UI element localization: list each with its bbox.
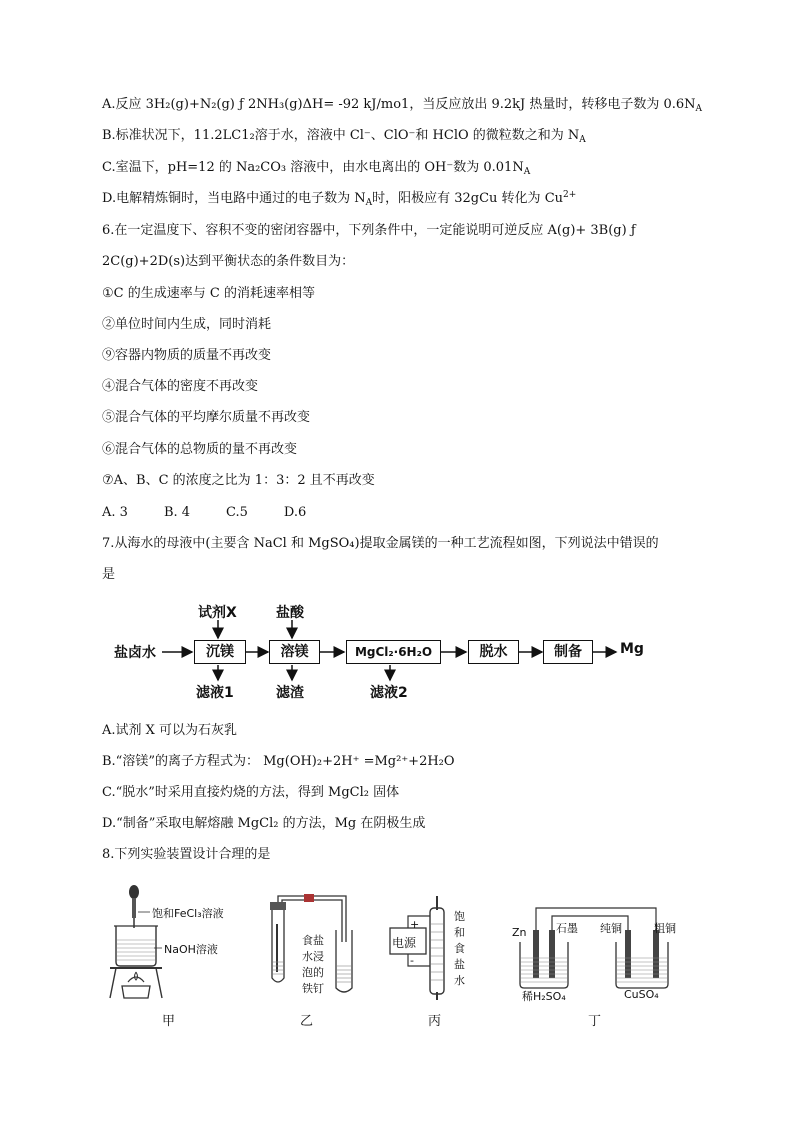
q6-item: ④混合气体的密度不再改变 [102, 379, 259, 394]
q8-stem: 8.下列实验装置设计合理的是 [102, 847, 271, 862]
q6-option-a: A. 3 [102, 505, 128, 520]
process-flowchart [100, 598, 660, 706]
q6-item: ②单位时间内生成，同时消耗 [102, 317, 272, 332]
q5-option-c: C.室温下，pH=12 的 Na₂CO₃ 溶液中，由水电离出的 OH⁻数为 $0.01N_A$ [102, 160, 531, 177]
q5-option-b: B.标准状况下，11.2LC1₂溶于水，溶液中 Cl⁻、ClO⁻和 HClO 的微粒数之和为 $N_A$ [102, 128, 586, 145]
flow-box-precipitate: 沉镁 [194, 640, 246, 664]
q6-stem-line2: 2C(g)+2D(s)达到平衡状态的条件数目为： [102, 254, 355, 269]
q7-stem-line2: 是 [102, 567, 116, 582]
label-bing-2: 和 [454, 926, 465, 939]
label-crude-copper: 粗铜 [654, 922, 676, 935]
q6-stem-line1: 6.在一定温度下、容积不变的密闭容器中，下列条件中，一定能说明可逆反应 A(g)+ 3B(g) ƒ [102, 223, 636, 238]
q6-item: ⑨容器内物质的质量不再改变 [102, 348, 272, 363]
label-graphite: 石墨 [556, 922, 578, 935]
galvanic-electrolytic-cell-diagram [508, 880, 688, 1000]
flow-box-mgcl2-hydrate: MgCl₂·6H₂O [346, 640, 441, 664]
flow-reagent-x: 试剂X [198, 605, 237, 621]
label-jia: 甲 [162, 1014, 176, 1029]
q6-option-d: D.6 [283, 505, 307, 520]
label-plus: + [410, 918, 420, 931]
label-naoh: NaOH溶液 [164, 943, 218, 956]
flow-start-label: 盐卤水 [114, 645, 156, 661]
q6-option-c: C.5 [226, 505, 248, 520]
q6-item: ⑦A、B、C 的浓度之比为 1：3：2 且不再改变 [102, 473, 375, 488]
label-pure-copper: 纯铜 [600, 922, 622, 935]
q6-item: ①C 的生成速率与 C 的消耗速率相等 [102, 286, 315, 301]
q7-option-c: C.“脱水”时采用直接灼烧的方法，得到 MgCl₂ 固体 [102, 785, 400, 800]
q7-option-a: A.试剂 X 可以为石灰乳 [102, 723, 238, 738]
flow-output-filtrate2: 滤液2 [370, 685, 408, 701]
label-bing: 丙 [428, 1014, 442, 1029]
flow-output-residue: 滤渣 [276, 685, 304, 701]
apparatus-ding [508, 880, 688, 1003]
q6-options [102, 504, 306, 522]
label-dilute-h2so4: 稀H₂SO₄ [522, 990, 566, 1003]
apparatus-jia [104, 880, 264, 1000]
label-bing-4: 盐 [454, 958, 465, 971]
q7-option-b: B.“溶镁”的离子方程式为： Mg(OH)₂+2H⁺ =Mg²⁺+2H₂O [102, 754, 455, 769]
label-yi-4: 铁钉 [302, 982, 324, 995]
apparatus-yi [266, 880, 366, 1000]
label-yi-1: 食盐 [302, 934, 324, 947]
label-ding: 丁 [588, 1014, 602, 1029]
q6-item: ⑥混合气体的总物质的量不再改变 [102, 442, 298, 457]
q5-option-a: A.反应 3H₂(g)+N₂(g) ƒ 2NH₃(g)ΔH= -92 kJ/mo1，当反应放出 9.2kJ 热量时，转移电子数为 $0.6N_A$ [102, 97, 703, 114]
label-bing-3: 食 [454, 942, 465, 955]
flow-end-label: Mg [620, 641, 644, 657]
flow-box-dissolve: 溶镁 [269, 640, 320, 664]
flow-box-prepare: 制备 [543, 640, 593, 664]
label-yi-2: 水浸 [302, 950, 324, 963]
flow-box-dehydrate: 脱水 [468, 640, 519, 664]
flow-reagent-hcl: 盐酸 [276, 605, 304, 621]
label-bing-1: 饱 [454, 910, 465, 923]
label-cuso4: CuSO₄ [624, 988, 659, 1001]
q5-option-d: D.电解精炼铜时，当电路中通过的电子数为 $N_A$时，阳极应有 32gCu 转化为 $Cu^{2+}$ [102, 190, 577, 208]
q7-stem-line1: 7.从海水的母液中(主要含 NaCl 和 MgSO₄)提取金属镁的一种工艺流程如图，下列说法中错误的 [102, 536, 659, 551]
dropper-heating-diagram [104, 880, 264, 1000]
q7-option-d: D.“制备”采取电解熔融 MgCl₂ 的方法，Mg 在阴极生成 [102, 816, 426, 831]
label-power-source: 电源 [392, 936, 417, 950]
label-yi: 乙 [300, 1014, 314, 1029]
q6-option-b: B. 4 [163, 505, 191, 520]
label-zn: Zn [512, 926, 527, 939]
flow-output-filtrate1: 滤液1 [196, 685, 234, 701]
q6-item: ⑤混合气体的平均摩尔质量不再改变 [102, 410, 311, 425]
label-yi-3: 泡的 [302, 966, 324, 979]
label-fecl3: 饱和FeCl₃溶液 [152, 907, 224, 920]
label-minus: - [410, 954, 414, 967]
label-bing-5: 水 [454, 974, 465, 987]
apparatus-bing [386, 880, 486, 1000]
